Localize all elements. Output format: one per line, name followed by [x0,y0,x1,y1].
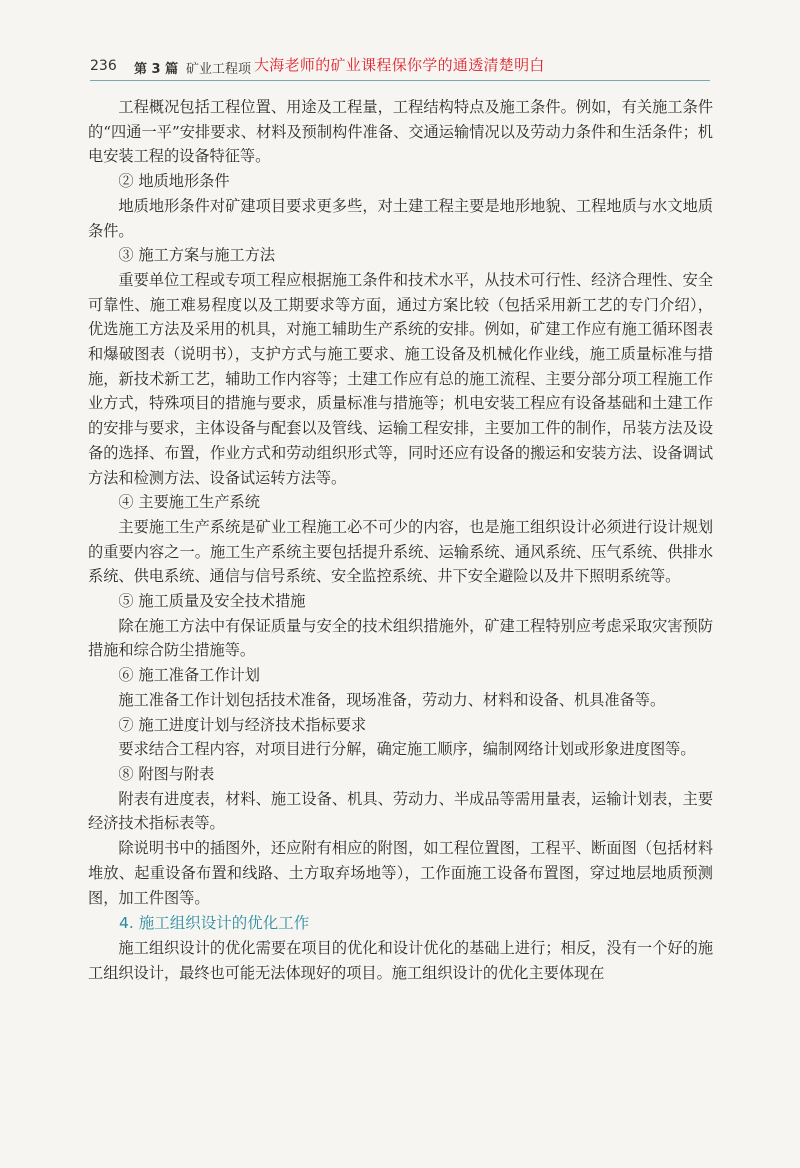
paragraph: 重要单位工程或专项工程应根据施工条件和技术水平，从技术可行性、经济合理性、安全可靠性、施工难易程度以及工期要求等方面，通过方案比较（包括采用新工艺的专门介绍），优选施工方法及采用的机具，对施工辅助生产系统的安排。例如，矿建工作应有施工循环图表和爆破图表（说明书），支护方式与施工要求、施工设备及机械化作业线，施工质量标准与措施，新技术新工艺，辅助工作内容等；土建工作应有总的施工流程、主要分部分项工程施工作业方式，特殊项目的措施与要求，质量标准与措施等；机电安装工程应有设备基础和土建工作的安排与要求，主体设备与配套以及管线、运输工程安排，主要加工件的制作，吊装方法及设备的选择、布置，作业方式和劳动组织形式等，同时还应有设备的搬运和安装方法、设备调试方法和检测方法、设备试运转方法等。 [88,270,713,487]
part-label: 第 3 篇 [134,62,179,77]
item-title: ⑤ 施工质量及安全技术措施 [118,592,306,611]
paragraph: 主要施工生产系统是矿业工程施工必不可少的内容，也是施工组织设计必须进行设计规划的重要内容之一。施工生产系统主要包括提升系统、运输系统、通风系统、压气系统、供排水系统、供电系统、通信与信号系统、安全监控系统、井下安全避险以及井下照明系统等。 [88,517,713,586]
header-divider [90,80,710,81]
item-title: ⑧ 附图与附表 [118,764,215,783]
paragraph: 施工准备工作计划包括技术准备，现场准备，劳动力、材料和设备、机具准备等。 [118,690,666,709]
page-header [90,52,710,78]
paragraph: 除说明书中的插图外，还应附有相应的附图，如工程位置图，工程平、断面图（包括材料堆放、起重设备布置和线路、土方取弃场地等），工作面施工设备布置图，穿过地层地质预测图，加工件图等。 [88,839,713,907]
item-title: ③ 施工方案与施工方法 [118,246,276,265]
paragraph: 地质地形条件对矿建项目要求更多些，对土建工程主要是地形地貌、工程地质与水文地质条件。 [88,196,713,240]
paragraph: 工程概况包括工程位置、用途及工程量，工程结构特点及施工条件。例如，有关施工条件的“四通一平”安排要求、材料及预制构件准备、交通运输情况以及劳动力条件和生活条件；机电安装工程的设备特征等。 [88,98,713,166]
item-title: ⑦ 施工进度计划与经济技术指标要求 [118,715,367,734]
page-number: 236 [90,58,117,74]
page-body [88,95,713,985]
paragraph: 要求结合工程内容，对项目进行分解，确定施工顺序，编制网络计划或形象进度图等。 [118,740,696,759]
section-heading: 4. 施工组织设计的优化工作 [119,914,310,933]
paragraph: 施工组织设计的优化需要在项目的优化和设计优化的基础上进行；相反，没有一个好的施工组织设计，最终也可能无法体现好的项目。施工组织设计的优化主要体现在 [88,938,713,982]
watermark-text: 大海老师的矿业课程保你学的通透清楚明白 [254,56,545,74]
paragraph: 除在施工方法中有保证质量与安全的技术组织措施外，矿建工程特别应考虑采取灾害预防措施和综合防尘措施等。 [88,616,713,660]
item-title: ② 地质地形条件 [118,172,230,191]
chapter-title: 矿业工程项 [186,62,252,77]
item-title: ④ 主要施工生产系统 [118,493,260,512]
paragraph: 附表有进度表，材料、施工设备、机具、劳动力、半成品等需用量表，运输计划表，主要经济技术指标表等。 [88,789,713,833]
item-title: ⑥ 施工准备工作计划 [118,666,260,685]
